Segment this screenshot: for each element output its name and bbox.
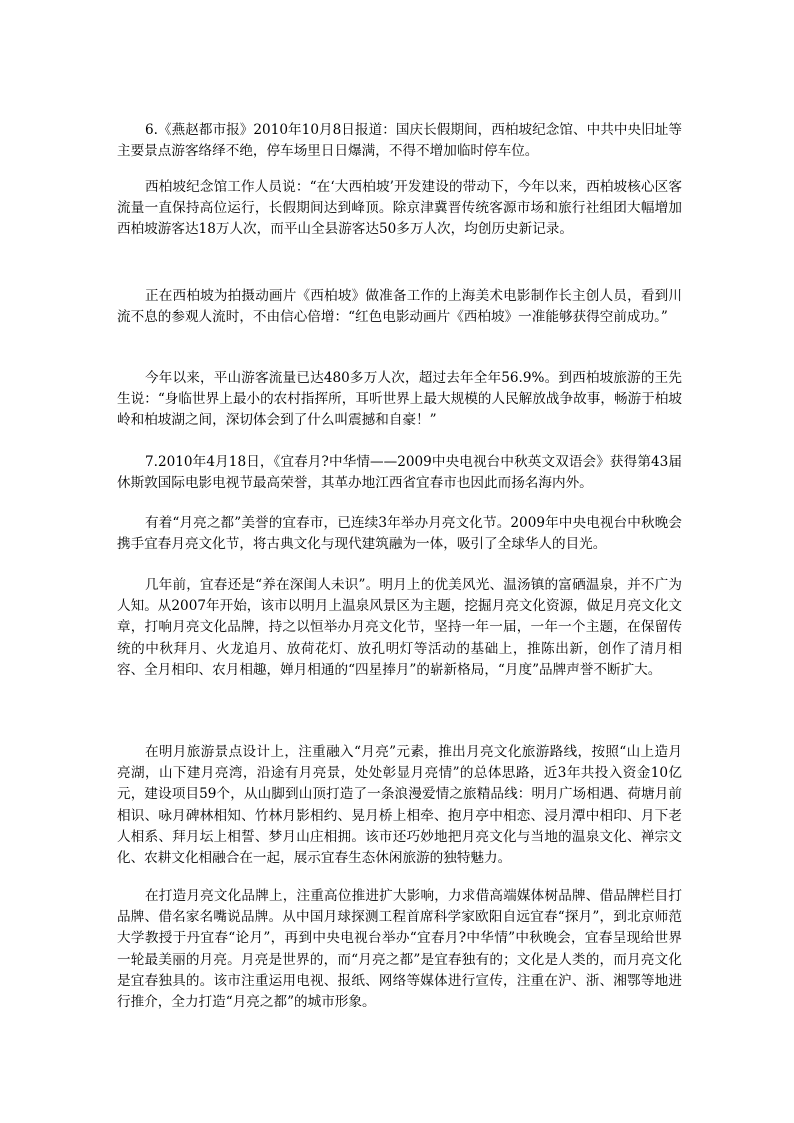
paragraph-pingshan-visitors: 今年以来，平山游客流量已达480多万人次，超过去年全年56.9%。到西柏坡旅游的王先生说：“身临世界上最小的农村指挥所，耳听世界上最大规模的人民解放战争故事，畅游于柏坡岭和柏坡湖之间，深切体会到了什么叫震撼和自豪！” — [117, 370, 682, 429]
paragraph-yanzhao-report: 6.《燕赵都市报》2010年10月8日报道：国庆长假期间，西柏坡纪念馆、中共中央旧址等主要景点游客络绎不绝，停车场里日日爆满，不得不增加临时停车位。 — [117, 122, 682, 160]
paragraph-moon-culture-history: 几年前，宜春还是“养在深闺人未识”。明月上的优美风光、温汤镇的富硒温泉，并不广为人知。从2007年开始，该市以明月上温泉风景区为主题，挖掘月亮文化资源，做足月亮文化文章，打响月亮文化品牌，持之以恒举办月亮文化节，坚持一年一届，一年一个主题，在保留传统的中秋拜月、火龙追月、放荷花灯、放孔明灯等活动的基础上，推陈出新，创作了清月相容、全月相印、农月相趣，婵月相通的“四星捧月”的崭新格局，“月度”品牌声誉不断扩大。 — [117, 577, 682, 678]
paragraph-brand-building: 在打造月亮文化品牌上，注重高位推进扩大影响，力求借高端媒体树品牌、借品牌栏目打品牌、借名家名嘴说品牌。从中国月球探测工程首席科学家欧阳自远宜春“探月”，到北京师范大学教授于丹宜春“论月”，再到中央电视台举办“宜春月?中华情”中秋晚会，宜春呈现给世界一轮最美丽的月亮。月亮是世界的，而“月亮之都”是宜春独有的；文化是人类的，而月亮文化是宜春独具的。该市注重运用电视、报纸、网络等媒体进行宣传，注重在沪、浙、湘鄂等地进行推介，全力打造“月亮之都”的城市形象。 — [117, 888, 682, 1011]
paragraph-moon-capital: 有着“月亮之都”美誉的宜春市，已连续3年举办月亮文化节。2009年中央电视台中秋晚会携手宜春月亮文化节，将古典文化与现代建筑融为一体，吸引了全球华人的目光。 — [117, 515, 682, 553]
paragraph-museum-staff-quote: 西柏坡纪念馆工作人员说：“在‘大西柏坡’开发建设的带动下，今年以来，西柏坡核心区客流量一直保持高位运行，长假期间达到峰顶。除京津冀晋传统客源市场和旅行社组团大幅增加西柏坡游客达18万人次，而平山全县游客达50多万人次，均创历史新记录。 — [117, 179, 682, 238]
paragraph-yichun-award: 7.2010年4月18日，《宜春月?中华情——2009中央电视台中秋英文双语会》获得第43届休斯敦国际电影电视节最高荣誉，其革办地江西省宜春市也因此而扬名海内外。 — [117, 454, 682, 492]
paragraph-animation-team: 正在西柏坡为拍摄动画片《西柏坡》做准备工作的上海美术电影制作长主创人员，看到川流不息的参观人流时，不由信心倍增：“红色电影动画片《西柏坡》一准能够获得空前成功。” — [117, 288, 682, 326]
paragraph-tourism-design: 在明月旅游景点设计上，注重融入“月亮”元素，推出月亮文化旅游路线，按照“山上造月亮湖，山下建月亮湾，沿途有月亮景，处处彰显月亮情”的总体思路，近3年共投入资金10亿元，建设项目59个，从山脚到山顶打造了一条浪漫爱情之旅精品线：明月广场相遇、荷塘月前相识、咏月碑林相知、竹林月影相约、晃月桥上相牵、抱月亭中相恋、浸月潭中相印、月下老人相系、拜月坛上相誓、梦月山庄相拥。该市还巧妙地把月亮文化与当地的温泉文化、禅宗文化、农耕文化相融合在一起，展示宜春生态休闲旅游的独特魅力。 — [117, 744, 682, 867]
